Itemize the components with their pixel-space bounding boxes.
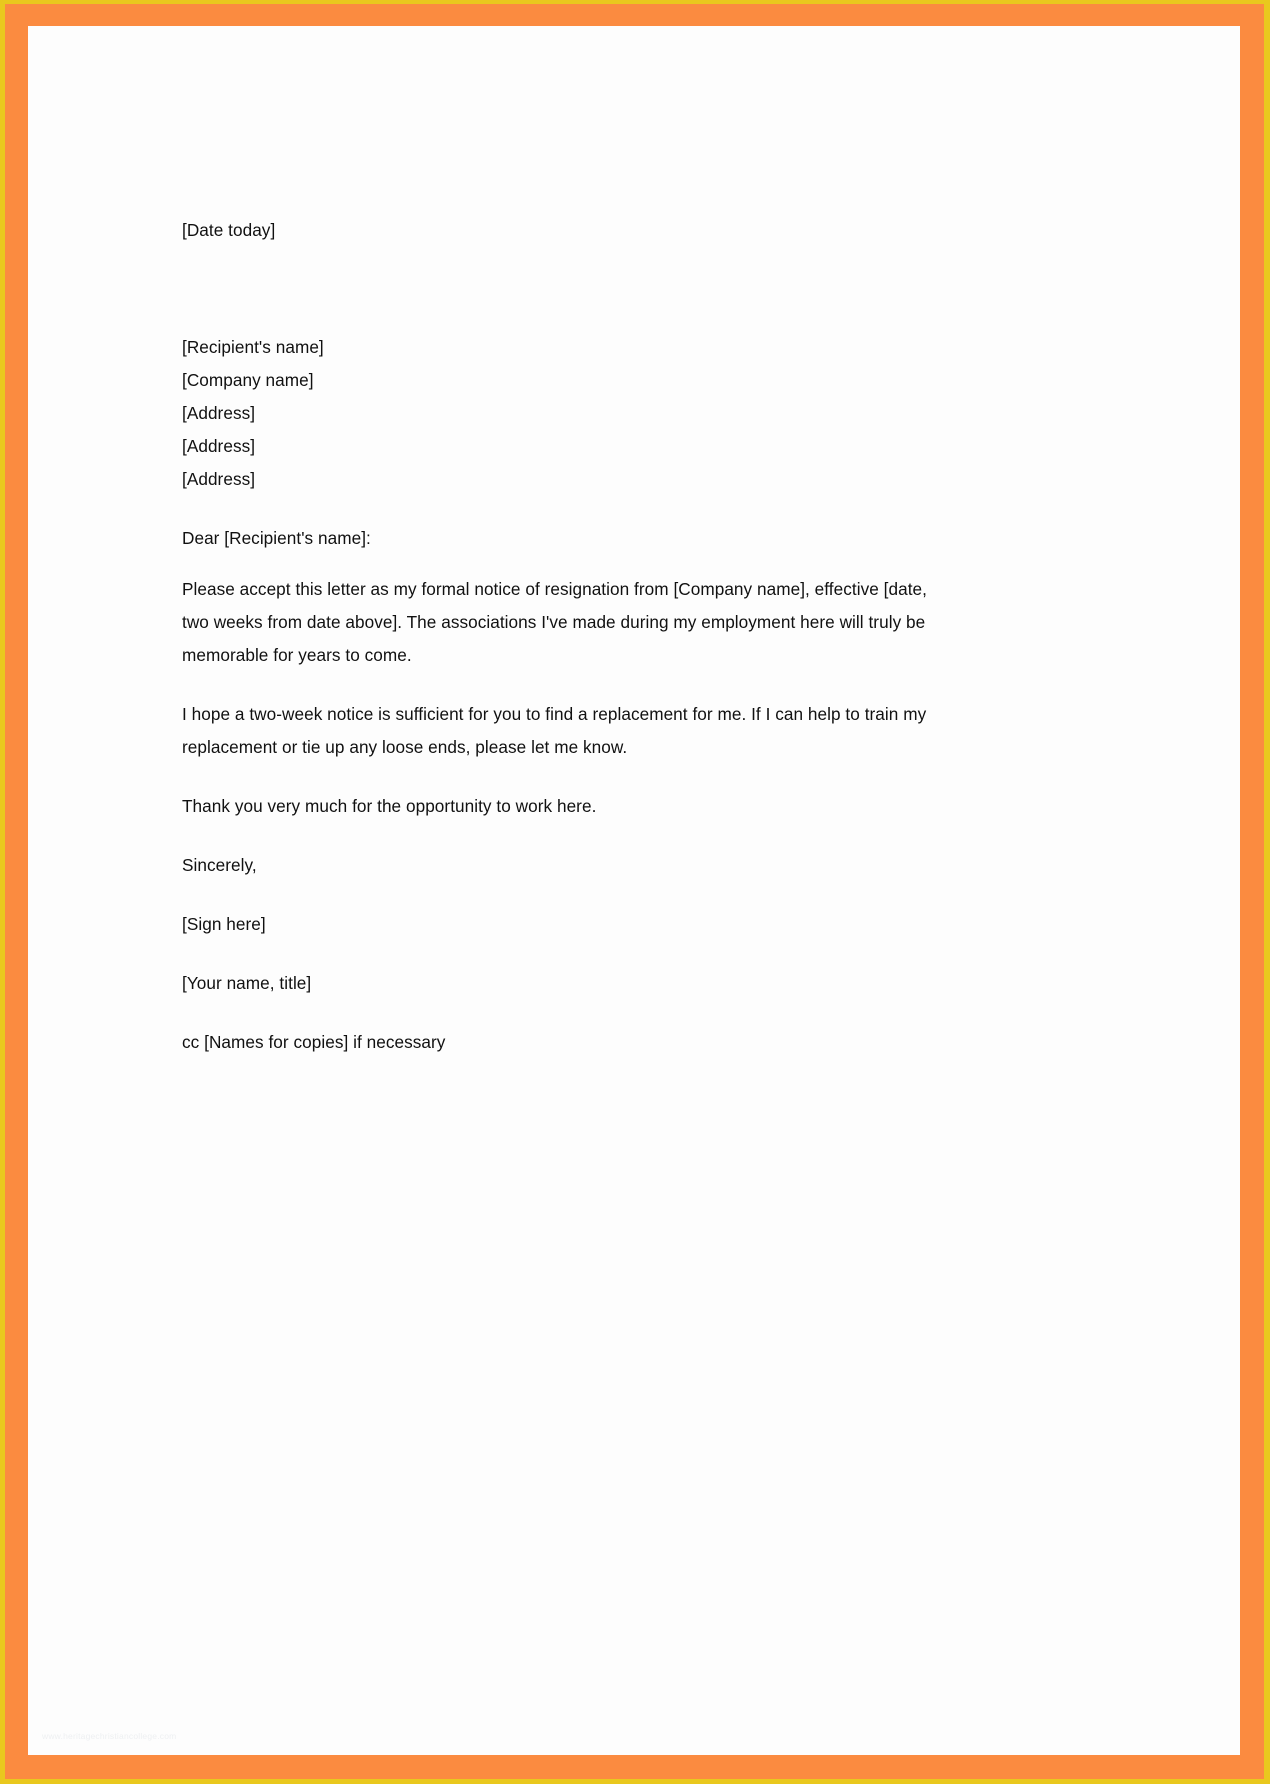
closing-block bbox=[182, 849, 954, 882]
spacer-before-paragraph-2 bbox=[182, 672, 954, 698]
spacer-before-name bbox=[182, 941, 954, 967]
spacer-before-paragraph-3 bbox=[182, 764, 954, 790]
name-title-block bbox=[182, 967, 954, 1000]
paragraph-1: Please accept this letter as my formal notice of resignation from [Company name], effective [date, two weeks from date above]. The associations I've made during my employment here will truly be memorable for years to come. bbox=[182, 579, 927, 665]
address-line-1: [Address] bbox=[182, 403, 256, 423]
company-name-line: [Company name] bbox=[182, 370, 314, 390]
orange-border-frame bbox=[5, 4, 1264, 1779]
signature-placeholder-line: [Sign here] bbox=[182, 914, 266, 934]
paragraph-3: Thank you very much for the opportunity to work here. bbox=[182, 796, 597, 816]
spacer-before-salutation bbox=[182, 496, 954, 522]
address-line-3: [Address] bbox=[182, 469, 256, 489]
spacer-before-signature bbox=[182, 882, 954, 908]
spacer-before-paragraph-1 bbox=[182, 555, 954, 573]
letter-body bbox=[182, 214, 954, 1059]
cc-block bbox=[182, 1026, 954, 1059]
signature-block bbox=[182, 908, 954, 941]
date-line-block bbox=[182, 214, 954, 247]
cc-line: cc [Names for copies] if necessary bbox=[182, 1032, 446, 1052]
closing-line: Sincerely, bbox=[182, 855, 257, 875]
paragraph-2: I hope a two-week notice is sufficient for you to find a replacement for me. If I can help to train my replacement or tie up any loose ends, please let me know. bbox=[182, 704, 927, 757]
recipient-name-line: [Recipient's name] bbox=[182, 337, 324, 357]
spacer-before-cc bbox=[182, 1000, 954, 1026]
name-title-placeholder-line: [Your name, title] bbox=[182, 973, 312, 993]
salutation-block bbox=[182, 522, 954, 555]
address-line-2: [Address] bbox=[182, 436, 256, 456]
watermark-text: www.heritagechristiancollege.com bbox=[42, 1731, 177, 1741]
letter-page bbox=[28, 26, 1240, 1755]
recipient-address-block bbox=[182, 331, 954, 496]
date-line: [Date today] bbox=[182, 220, 276, 240]
salutation-line: Dear [Recipient's name]: bbox=[182, 528, 371, 548]
spacer-before-closing bbox=[182, 823, 954, 849]
spacer-after-date bbox=[182, 247, 954, 331]
